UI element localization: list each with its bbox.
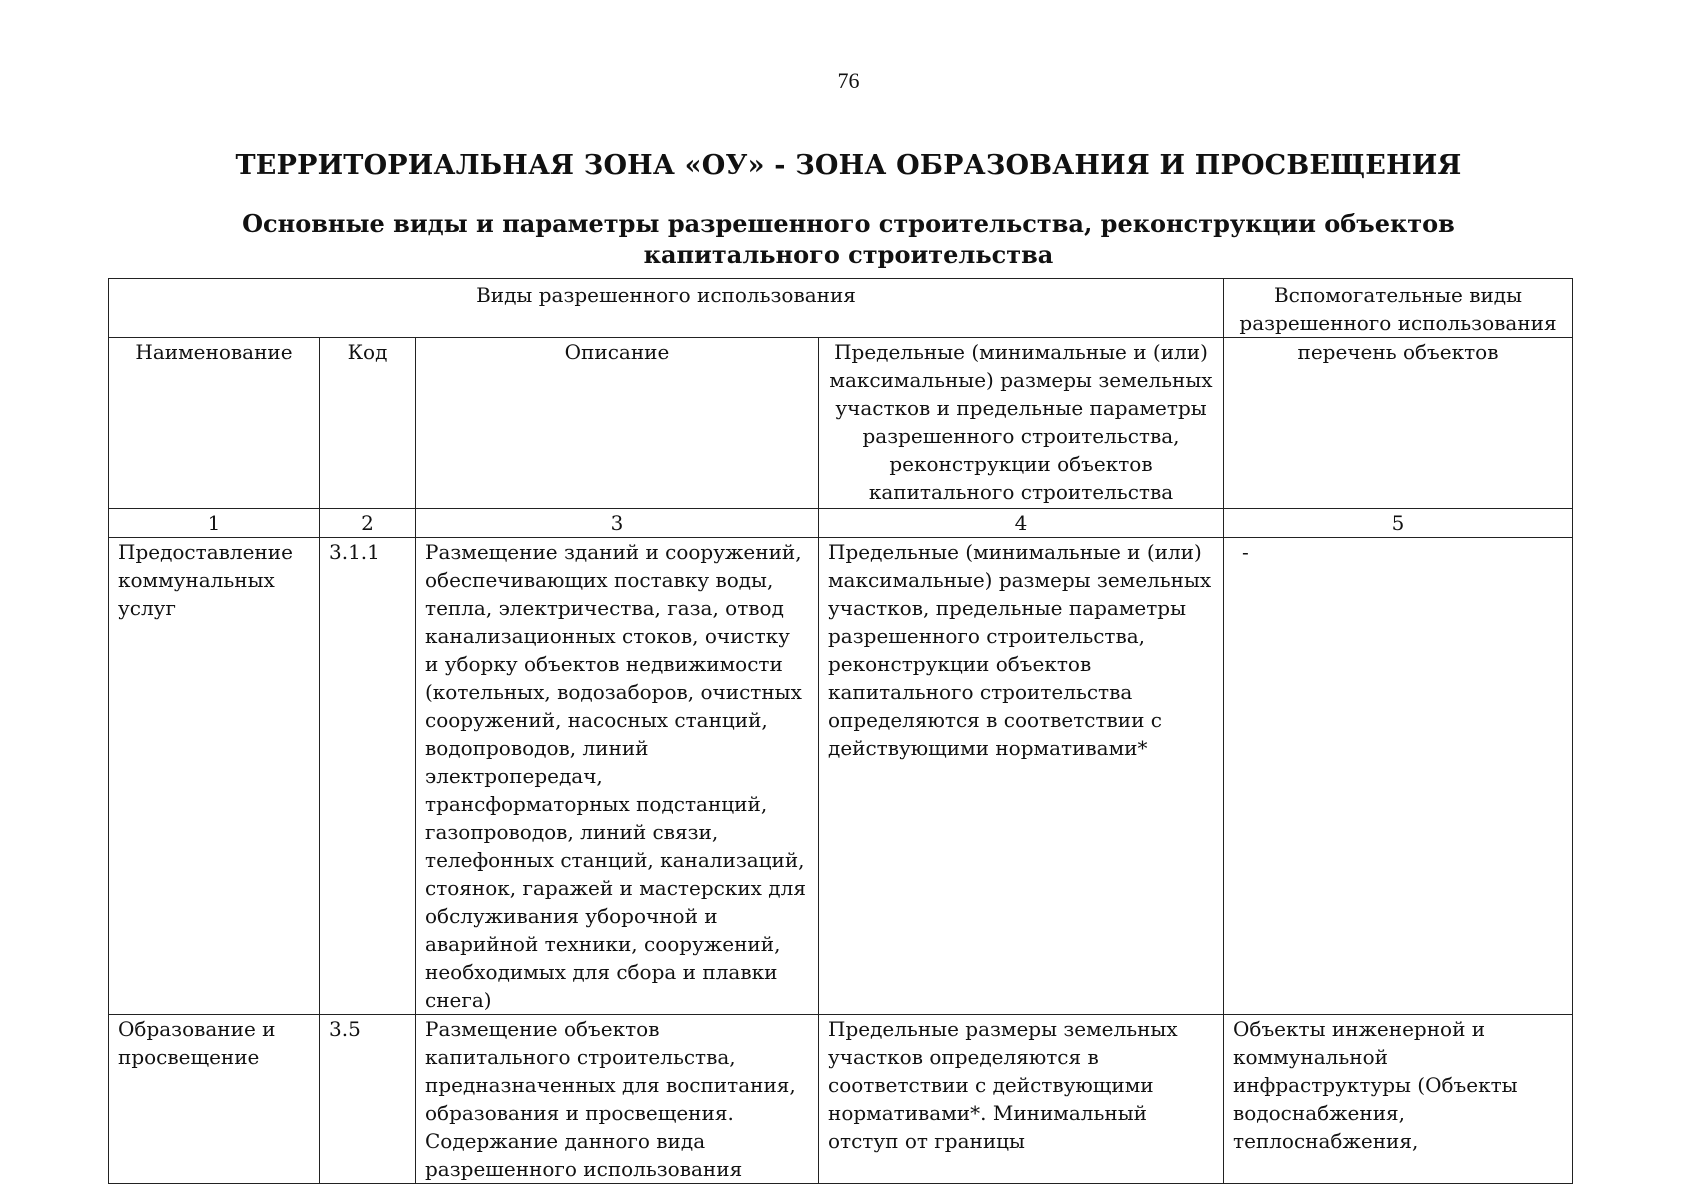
zoning-table <box>108 278 1573 1184</box>
table-row <box>109 538 1573 1015</box>
column-header-params: Предельные (минимальные и (или) максимальные) размеры земельных участков и предельные параметры разрешенного строительства, реконструкции объектов капитального строительства <box>819 338 1224 509</box>
column-header-description: Описание <box>416 338 819 509</box>
group-header-main: Виды разрешенного использования <box>109 279 1224 338</box>
page-subtitle: Основные виды и параметры разрешенного строительства, реконструкции объектов капитального строительства <box>242 209 1455 269</box>
row-description: Размещение зданий и сооружений, обеспечивающих поставку воды, тепла, электричества, газа, отвод канализационных стоков, очистку и уборку объектов недвижимости (котельных, водозаборов, очистных сооружений, насосных станций, водопроводов, линий электропередач, трансформаторных подстанций, газопроводов, линий связи, телефонных станций, канализаций, стоянок, гаражей и мастерских для обслуживания уборочной и аварийной техники, сооружений, необходимых для сбора и плавки снега) <box>416 538 819 1015</box>
page-title: ТЕРРИТОРИАЛЬНАЯ ЗОНА «ОУ» - ЗОНА ОБРАЗОВАНИЯ И ПРОСВЕЩЕНИЯ <box>235 150 1462 181</box>
page-number: 76 <box>837 68 860 93</box>
row-code: 3.5 <box>320 1015 416 1184</box>
column-header-code: Код <box>320 338 416 509</box>
column-number-row <box>109 509 1573 538</box>
row-name: Предоставление коммунальных услуг <box>109 538 320 1015</box>
column-number: 4 <box>819 509 1224 538</box>
column-header-name: Наименование <box>109 338 320 509</box>
column-header-objects: перечень объектов <box>1224 338 1573 509</box>
table-column-header-row <box>109 338 1573 509</box>
column-number: 3 <box>416 509 819 538</box>
column-number: 5 <box>1224 509 1573 538</box>
row-params: Предельные (минимальные и (или) максимальные) размеры земельных участков, предельные параметры разрешенного строительства, реконструкции объектов капитального строительства определяются в соответствии с действующими нормативами* <box>819 538 1224 1015</box>
row-aux: - <box>1224 538 1573 1015</box>
table-group-header-row <box>109 279 1573 338</box>
group-header-aux: Вспомогательные виды разрешенного использования <box>1224 279 1573 338</box>
row-aux: Объекты инженерной и коммунальной инфраструктуры (Объекты водоснабжения, теплоснабжения, <box>1224 1015 1573 1184</box>
row-code: 3.1.1 <box>320 538 416 1015</box>
column-number: 2 <box>320 509 416 538</box>
table-row <box>109 1015 1573 1184</box>
row-description: Размещение объектов капитального строительства, предназначенных для воспитания, образования и просвещения. Содержание данного вида разрешенного использования <box>416 1015 819 1184</box>
column-number: 1 <box>109 509 320 538</box>
row-name: Образование и просвещение <box>109 1015 320 1184</box>
row-params: Предельные размеры земельных участков определяются в соответствии с действующими нормативами*. Минимальный отступ от границы <box>819 1015 1224 1184</box>
